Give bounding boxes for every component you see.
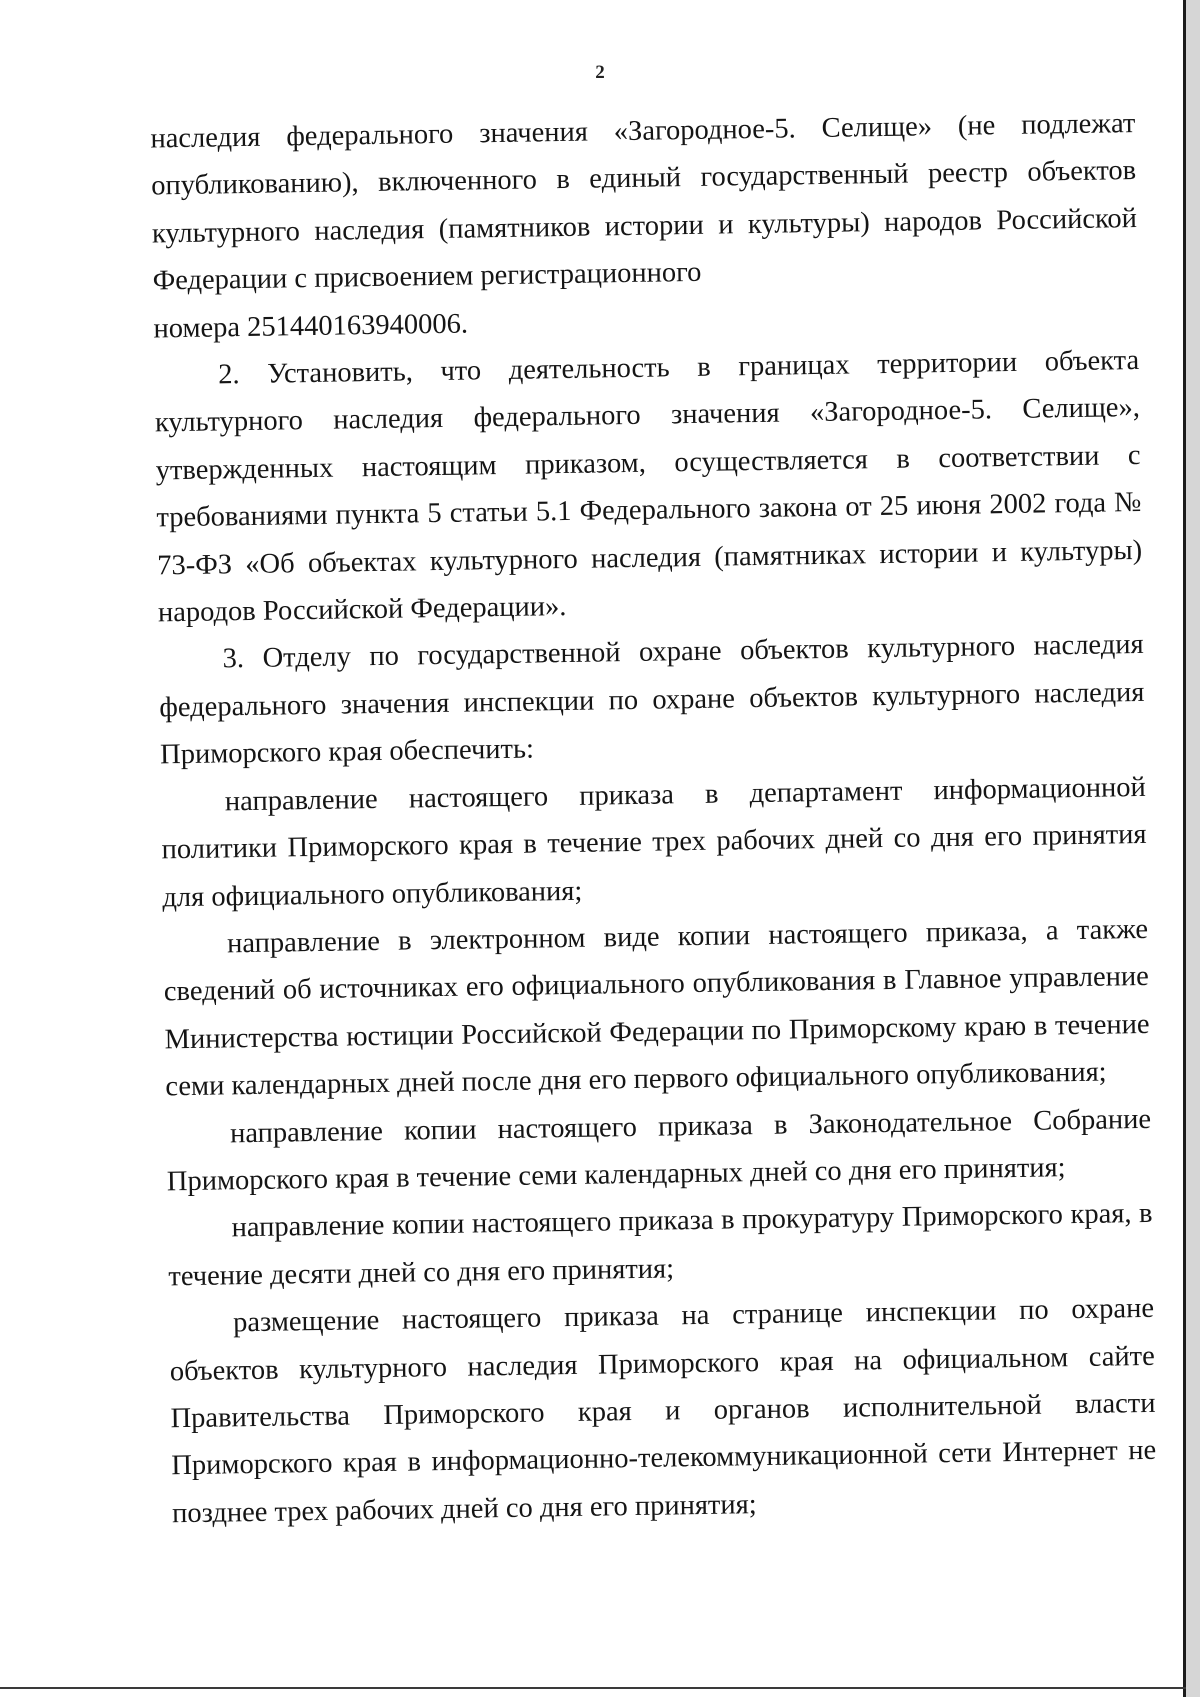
scan-edge-shade	[1186, 0, 1200, 1697]
paragraph-item-3: 3. Отделу по государственной охране объектов культурного наследия федерального значения инспекции по охране объектов культурного наследия Приморского края обеспечить:	[159, 629, 1145, 771]
paragraph-subitem-assembly: направление копии настоящего приказа в Законодательное Собрание Приморского края в течение семи календарных дней со дня его принятия;	[166, 1103, 1152, 1198]
scan-bottom-line	[0, 1687, 1186, 1689]
paragraph-subitem-prosecutor: направление копии настоящего приказа в прокуратуру Приморского края, в течение десяти дней со дня его принятия;	[168, 1198, 1153, 1293]
paragraph-subitem-ministry: направление в электронном виде копии настоящего приказа, а также сведений об источниках его официального опубликования в Главное управление Министерства юстиции Российской Федерации по Приморскому краю в течение семи календарных дней после дня его первого официального опубликования;	[163, 913, 1150, 1103]
paragraph-continuation	[150, 100, 1139, 352]
paragraph-line: номера 251440163940006.	[153, 308, 469, 345]
scan-edge-line	[1183, 0, 1186, 1697]
document-body	[150, 100, 1157, 1537]
paragraph-subitem-website: размещение настоящего приказа на странице инспекции по охране объектов культурного наследия Приморского края на официальном сайте Правительства Приморского края и органов исполнительной власти Приморского края в информационно-телекоммуникационной сети Интернет не позднее трех рабочих дней со дня его принятия;	[169, 1293, 1157, 1530]
paragraph-line: наследия федерального значения «Загородное-5. Селище» (не подлежат опубликованию), включенного в единый государственный реестр объектов культурного наследия (памятников истории и культуры) народов Российской Федерации с присвоением регистрационного	[150, 107, 1138, 297]
paragraph-subitem-publication: направление настоящего приказа в департамент информационной политики Приморского края в течение трех рабочих дней со дня его принятия для официального опубликования;	[161, 771, 1147, 913]
page-number: 2	[595, 62, 605, 83]
paragraph-item-2: 2. Установить, что деятельность в границах территории объекта культурного наследия федерального значения «Загородное-5. Селище», утвержденных настоящим приказом, осуществляется в соответствии с требованиями пункта 5 статьи 5.1 Федерального закона от 25 июня 2002 года № 73-ФЗ «Об объектах культурного наследия (памятниках истории и культуры) народов Российской Федерации».	[154, 345, 1143, 629]
